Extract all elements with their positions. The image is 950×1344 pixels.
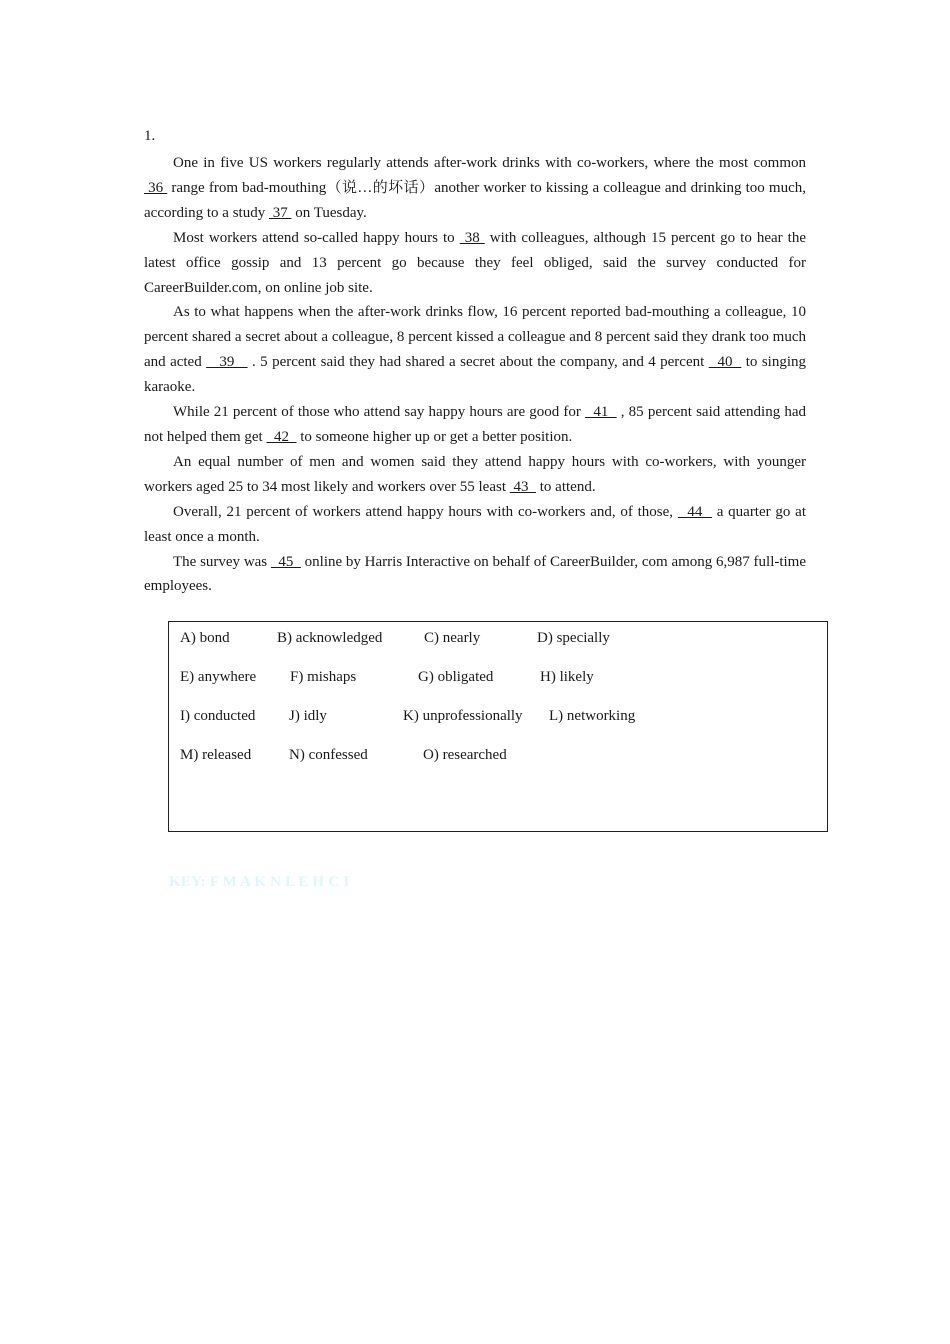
- passage-paragraph: [144, 500, 806, 550]
- passage-text: . 5 percent said they had shared a secret about the company, and 4 percent: [247, 354, 709, 371]
- word-bank-option: I) conducted: [180, 708, 256, 724]
- passage-text: While 21 percent of those who attend say happy hours are good for: [173, 404, 586, 421]
- passage-paragraph: [144, 450, 806, 500]
- passage-text: As to what happens when the after-work drinks flow, 16 percent reported bad-mouthing a colleague, 10 percent shared a secret about a colleague, 8 percent kissed a colleague and 8 percent said they drank too much and acted: [144, 304, 806, 371]
- word-bank-option: N) confessed: [289, 747, 368, 763]
- passage-paragraph: [144, 151, 806, 226]
- passage-paragraph: [144, 226, 806, 301]
- passage-paragraph: [144, 400, 806, 450]
- passage-text: a quarter go at least once a month.: [144, 503, 807, 545]
- passage-text: Overall, 21 percent of workers attend happy hours with co-workers and, of those,: [173, 503, 678, 520]
- passage-text: An equal number of men and women said they attend happy hours with co-workers, with younger workers aged 25 to 34 most likely and workers over 55 least: [144, 453, 806, 495]
- reading-passage: [144, 151, 806, 599]
- question-number: 1.: [144, 128, 156, 144]
- answer-blank: 39: [206, 354, 248, 371]
- passage-text: The survey was: [173, 553, 271, 570]
- answer-blank: 36: [144, 179, 168, 196]
- word-bank-option: G) obligated: [418, 669, 494, 685]
- passage-text: to someone higher up or get a better position.: [296, 428, 573, 445]
- answer-blank: 45: [270, 553, 301, 570]
- passage-text: online by Harris Interactive on behalf of CareerBuilder, com among 6,987 full-time employees.: [144, 553, 807, 595]
- word-bank-option: M) released: [180, 747, 252, 763]
- passage-text: to attend.: [536, 478, 596, 495]
- answer-key: KEY: F M A K N L E H C I: [169, 874, 350, 890]
- word-bank-option: J) idly: [289, 708, 327, 724]
- answer-blank: 43: [509, 478, 536, 495]
- passage-text: with colleagues, although 15 percent go to hear the latest office gossip and 13 percent go because they feel obliged, said the survey conducted for CareerBuilder.com, on online job site.: [144, 229, 807, 296]
- word-bank-option: B) acknowledged: [277, 630, 383, 646]
- answer-blank: 41: [585, 404, 617, 421]
- passage-text: range from bad-mouthing（说…的坏话）another worker to kissing a colleague and drinking too much, according to a study: [144, 179, 806, 221]
- answer-blank: 40: [708, 354, 742, 371]
- word-bank-option: L) networking: [549, 708, 636, 724]
- answer-blank: 38: [459, 229, 485, 246]
- answer-blank: 37: [268, 204, 292, 221]
- answer-blank: 42: [266, 428, 297, 445]
- word-bank-option: H) likely: [540, 669, 594, 685]
- passage-text: to singing karaoke.: [144, 354, 807, 396]
- passage-paragraph: [144, 550, 806, 600]
- passage-text: One in five US workers regularly attends after-work drinks with co-workers, where the most common: [173, 155, 806, 171]
- passage-text: , 85 percent said attending had not helped them get: [144, 404, 807, 445]
- word-bank-option: A) bond: [180, 630, 230, 646]
- word-bank-option: D) specially: [537, 630, 610, 646]
- word-bank-box: [168, 621, 828, 832]
- answer-blank: 44: [677, 503, 712, 520]
- word-bank-option: K) unprofessionally: [403, 708, 523, 724]
- word-bank-option: O) researched: [423, 747, 507, 763]
- word-bank-option: C) nearly: [424, 630, 481, 646]
- passage-text: Most workers attend so-called happy hours to: [173, 229, 460, 246]
- passage-paragraph: [144, 300, 806, 400]
- passage-text: on Tuesday.: [291, 204, 367, 221]
- word-bank-option: E) anywhere: [180, 669, 257, 685]
- word-bank-option: F) mishaps: [290, 669, 357, 685]
